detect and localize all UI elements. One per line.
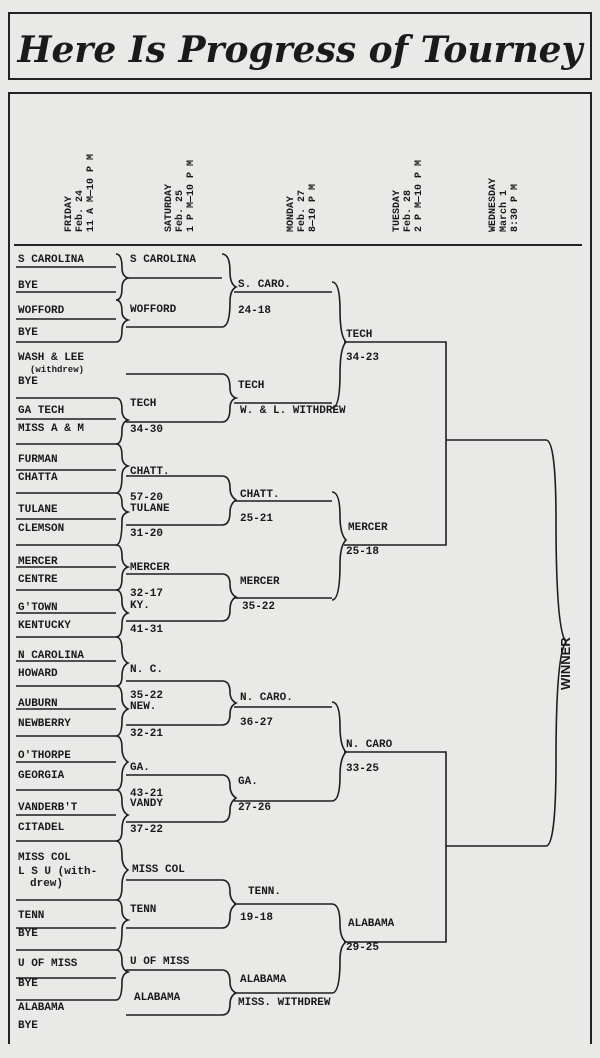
- saturday-score: 35-22: [130, 690, 164, 702]
- friday-team: CHATTA: [18, 472, 58, 484]
- monday-score: 24-18: [238, 305, 272, 317]
- date-label: Feb. 28: [403, 189, 414, 232]
- friday-team: KENTUCKY: [18, 620, 71, 632]
- friday-team: L S U (with-: [18, 866, 98, 878]
- date-label: Feb. 27: [297, 189, 308, 232]
- friday-team: MISS A & M: [18, 423, 85, 435]
- friday-team: BYE: [18, 1020, 38, 1032]
- saturday-winner: NEW.: [130, 701, 157, 713]
- page-title: Here Is Progress of Tourney: [17, 29, 583, 71]
- friday-team: BYE: [18, 928, 38, 940]
- date-label: Feb. 24: [75, 189, 86, 232]
- saturday-score: 41-31: [130, 624, 164, 636]
- friday-team: BYE: [18, 978, 38, 990]
- friday-team: FURMAN: [18, 454, 58, 466]
- monday-score: 25-21: [240, 513, 274, 525]
- friday-team: N CAROLINA: [18, 650, 85, 662]
- monday-score: MISS. WITHDREW: [238, 997, 331, 1009]
- friday-team: CLEMSON: [18, 523, 65, 535]
- day-label: SATURDAY: [164, 183, 175, 232]
- saturday-score: 32-17: [130, 588, 164, 600]
- tuesday-score: 25-18: [346, 546, 380, 558]
- friday-team: TULANE: [18, 504, 58, 516]
- saturday-winner: TENN: [130, 904, 157, 916]
- tuesday-score: 33-25: [346, 763, 380, 775]
- time-label: 2 P M—10 P M: [414, 159, 425, 232]
- monday-winner: GA.: [238, 776, 258, 788]
- tuesday-score: 34-23: [346, 352, 380, 364]
- friday-note: (withdrew): [30, 365, 85, 375]
- monday-score: 35-22: [242, 601, 276, 613]
- friday-team: GEORGIA: [18, 770, 65, 782]
- monday-score: 36-27: [240, 717, 274, 729]
- monday-score: W. & L. WITHDREW: [240, 405, 346, 417]
- saturday-winner: U OF MISS: [130, 956, 190, 968]
- day-label: MONDAY: [286, 195, 297, 232]
- friday-note: drew): [30, 878, 64, 890]
- saturday-score: 31-20: [130, 528, 164, 540]
- friday-team: U OF MISS: [18, 958, 78, 970]
- saturday-winner: TECH: [130, 398, 157, 410]
- friday-team: S CAROLINA: [18, 254, 85, 266]
- time-label: 11 A M—10 P M: [86, 153, 97, 232]
- monday-winner: TENN.: [248, 886, 282, 898]
- saturday-winner: N. C.: [130, 664, 164, 676]
- friday-team: NEWBERRY: [18, 718, 71, 730]
- saturday-winner: ALABAMA: [134, 992, 181, 1004]
- friday-team: BYE: [18, 327, 38, 339]
- friday-team: G'TOWN: [18, 602, 58, 614]
- time-label: 1 P M—10 P M: [186, 159, 197, 232]
- day-label: TUESDAY: [392, 189, 403, 232]
- friday-team: CENTRE: [18, 574, 58, 586]
- tuesday-winner: N. CARO: [346, 739, 393, 751]
- time-label: 8—10 P M: [308, 183, 319, 232]
- friday-team: TENN: [18, 910, 45, 922]
- tuesday-winner: ALABAMA: [348, 918, 395, 930]
- monday-score: 27-26: [238, 802, 272, 814]
- tuesday-winner: MERCER: [348, 522, 388, 534]
- friday-team: GA TECH: [18, 405, 65, 417]
- friday-team: WOFFORD: [18, 305, 65, 317]
- friday-team: VANDERB'T: [18, 802, 78, 814]
- friday-team: ALABAMA: [18, 1002, 65, 1014]
- friday-team: MERCER: [18, 556, 58, 568]
- monday-winner: S. CARO.: [238, 279, 291, 291]
- saturday-winner: MERCER: [130, 562, 170, 574]
- saturday-winner: TULANE: [130, 503, 170, 515]
- tuesday-score: 29-25: [346, 942, 380, 954]
- friday-team: CITADEL: [18, 822, 65, 834]
- saturday-winner: WOFFORD: [130, 304, 177, 316]
- friday-team: O'THORPE: [18, 750, 71, 762]
- saturday-winner: VANDY: [130, 798, 164, 810]
- saturday-score: 37-22: [130, 824, 164, 836]
- tuesday-winner: TECH: [346, 329, 373, 341]
- time-label: 8:30 P M: [510, 183, 521, 232]
- monday-winner: TECH: [238, 380, 265, 392]
- saturday-score: 34-30: [130, 424, 164, 436]
- monday-winner: N. CARO.: [240, 692, 293, 704]
- date-label: March 1: [499, 189, 510, 232]
- friday-team: AUBURN: [18, 698, 58, 710]
- monday-winner: MERCER: [240, 576, 280, 588]
- saturday-winner: KY.: [130, 600, 150, 612]
- monday-winner: ALABAMA: [240, 974, 287, 986]
- monday-score: 19-18: [240, 912, 274, 924]
- date-label: Feb. 25: [175, 189, 186, 232]
- saturday-winner: CHATT.: [130, 466, 170, 478]
- friday-team: HOWARD: [18, 668, 58, 680]
- monday-winner: CHATT.: [240, 489, 280, 501]
- friday-team: BYE: [18, 376, 38, 388]
- saturday-score: 57-20: [130, 492, 164, 504]
- day-label: FRIDAY: [64, 195, 75, 232]
- saturday-score: 43-21: [130, 788, 164, 800]
- day-label: WEDNESDAY: [488, 177, 499, 232]
- saturday-winner: MISS COL: [132, 864, 185, 876]
- friday-team: BYE: [18, 280, 38, 292]
- saturday-winner: GA.: [130, 762, 150, 774]
- saturday-score: 32-21: [130, 728, 164, 740]
- winner-label: WINNER: [558, 637, 573, 690]
- friday-team: WASH & LEE: [18, 352, 85, 364]
- saturday-winner: S CAROLINA: [130, 254, 197, 266]
- friday-team: MISS COL: [18, 852, 71, 864]
